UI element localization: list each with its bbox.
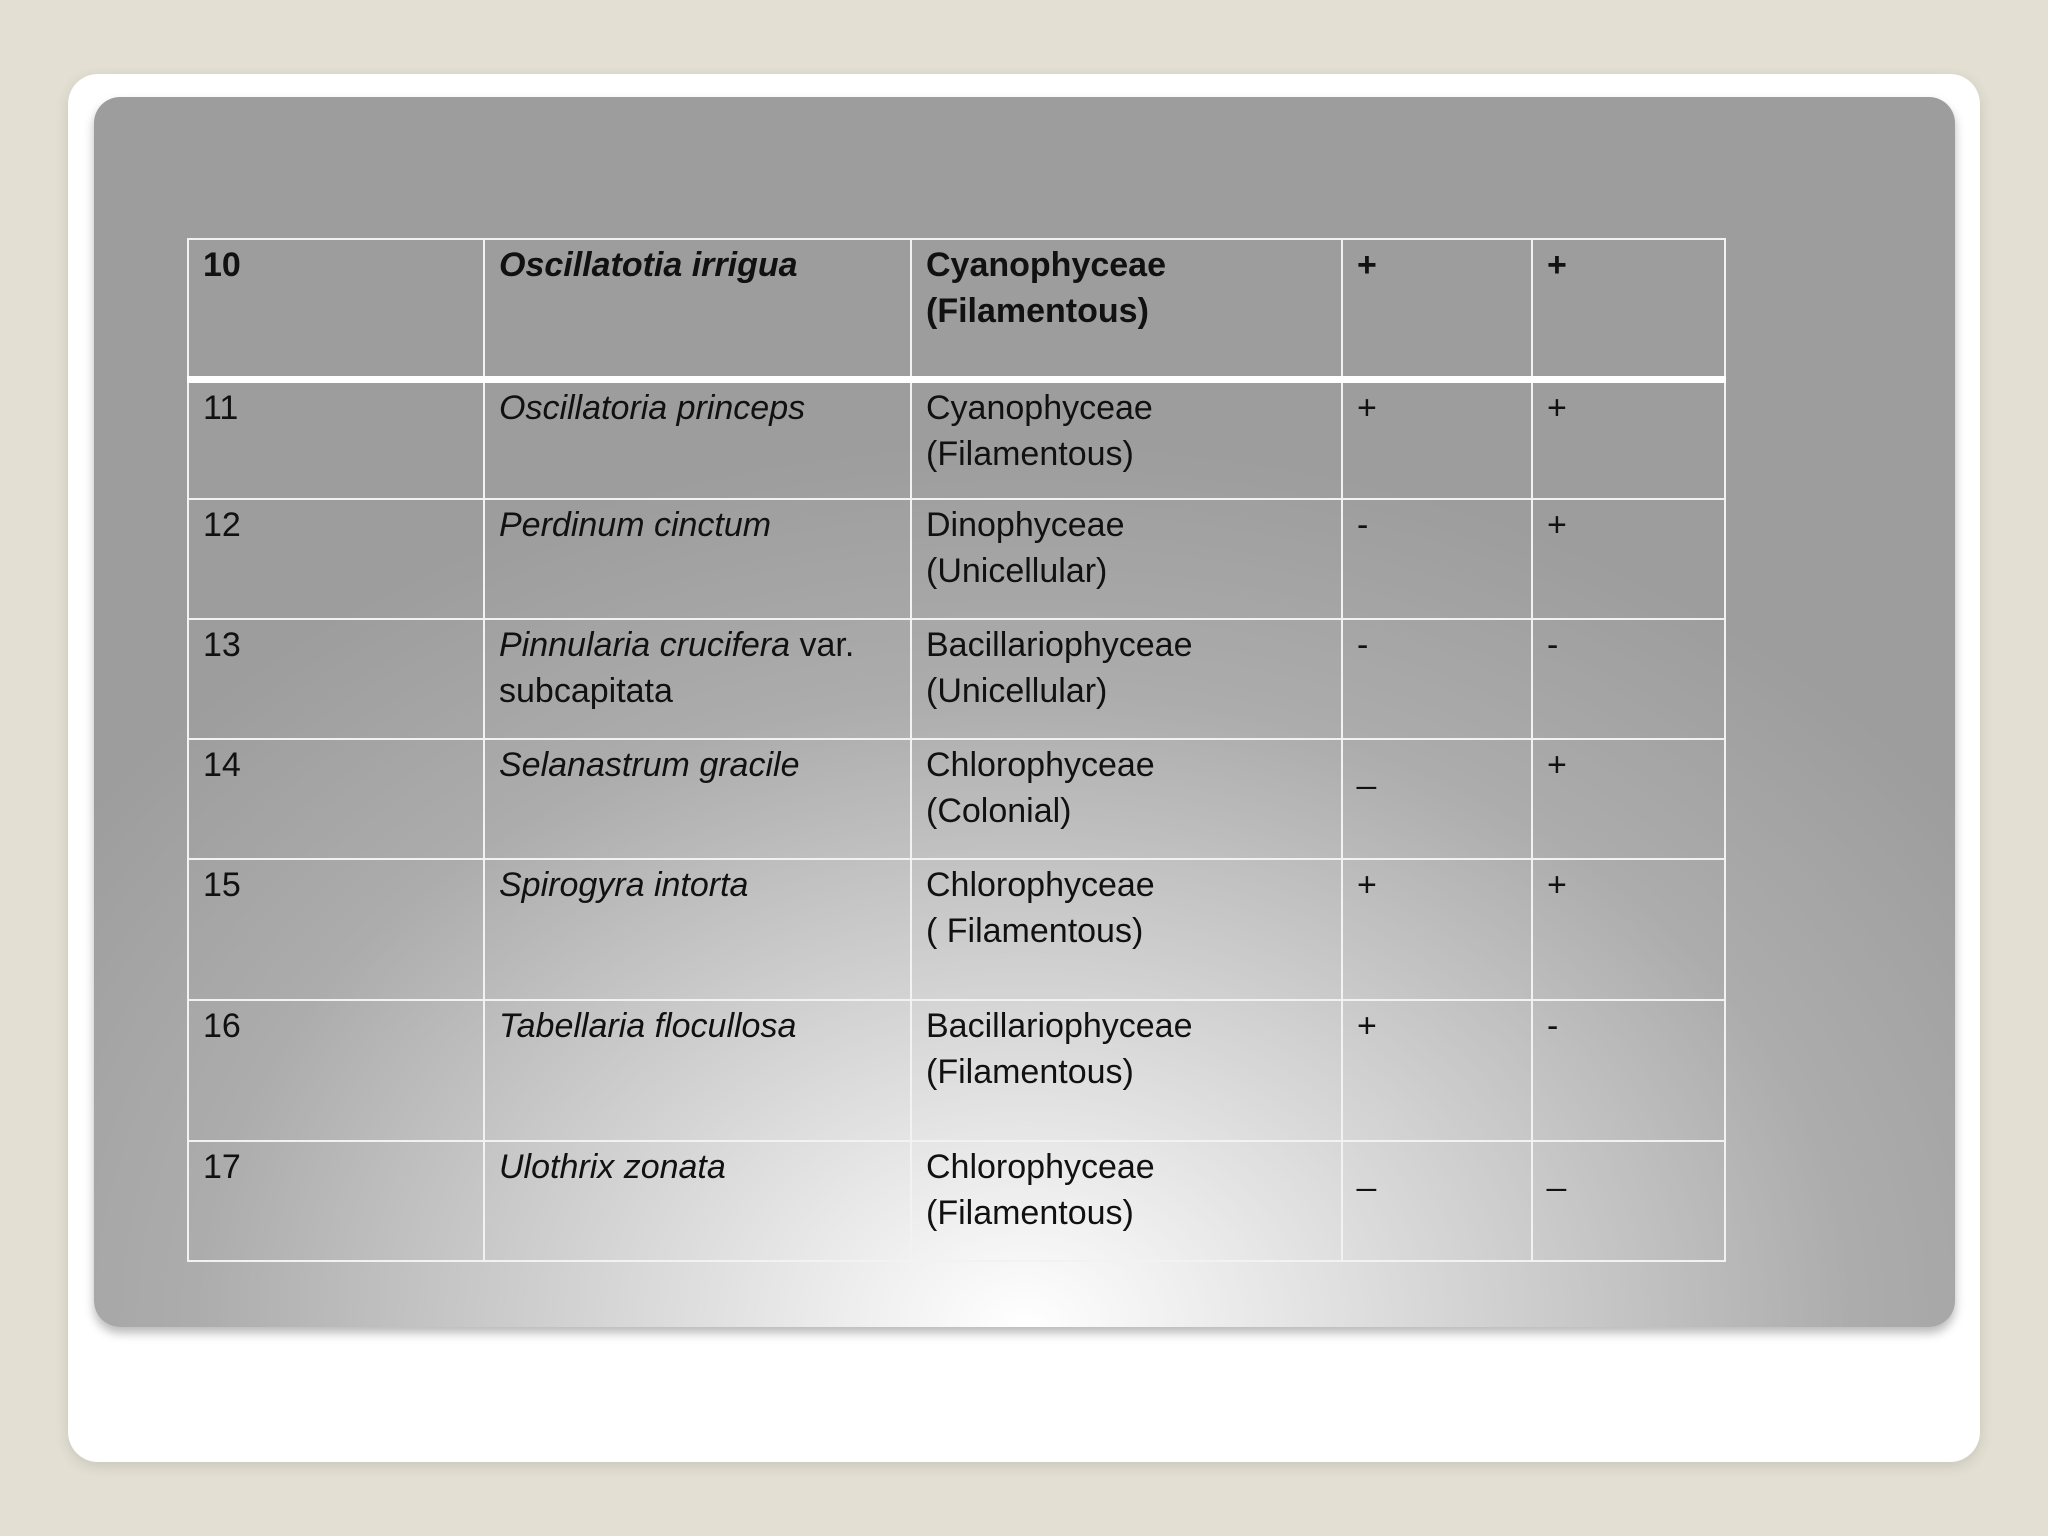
cell-col5: - xyxy=(1532,619,1725,739)
cell-col5: + xyxy=(1532,739,1725,859)
cell-col4: + xyxy=(1342,859,1532,1000)
species-name: Pinnularia crucifera xyxy=(499,626,791,664)
cell-col4: - xyxy=(1342,619,1532,739)
table-row xyxy=(188,499,1725,619)
cell-col5: _ xyxy=(1532,1141,1725,1261)
cell-col4: - xyxy=(1342,499,1532,619)
cell-class: Chlorophyceae (Colonial) xyxy=(911,739,1342,859)
species-variety-label: var. xyxy=(790,626,855,664)
cell-no: 16 xyxy=(188,1000,484,1141)
table-row xyxy=(188,739,1725,859)
species-table-container xyxy=(187,238,1724,1262)
cell-no: 17 xyxy=(188,1141,484,1261)
cell-col5: + xyxy=(1532,379,1725,499)
cell-class: Bacillariophyceae (Filamentous) xyxy=(911,1000,1342,1141)
cell-species: Oscillatoria princeps xyxy=(484,379,911,499)
species-variety-name: subcapitata xyxy=(499,672,673,710)
cell-class: Chlorophyceae (Filamentous) xyxy=(911,1141,1342,1261)
table-row xyxy=(188,619,1725,739)
cell-species: Selanastrum gracile xyxy=(484,739,911,859)
cell-col5: + xyxy=(1532,499,1725,619)
cell-col4: _ xyxy=(1342,1141,1532,1261)
cell-no: 15 xyxy=(188,859,484,1000)
cell-col4: _ xyxy=(1342,739,1532,859)
cell-species: Perdinum cinctum xyxy=(484,499,911,619)
cell-col5: - xyxy=(1532,1000,1725,1141)
cell-no: 14 xyxy=(188,739,484,859)
cell-species xyxy=(484,619,911,739)
cell-no: 12 xyxy=(188,499,484,619)
cell-species: Ulothrix zonata xyxy=(484,1141,911,1261)
cell-species: Spirogyra intorta xyxy=(484,859,911,1000)
cell-col5: + xyxy=(1532,859,1725,1000)
cell-class: Cyanophyceae (Filamentous) xyxy=(911,239,1342,379)
slide-panel xyxy=(94,97,1955,1327)
table-row xyxy=(188,1141,1725,1261)
cell-no: 13 xyxy=(188,619,484,739)
cell-no: 11 xyxy=(188,379,484,499)
cell-species: Tabellaria flocullosa xyxy=(484,1000,911,1141)
cell-class: Cyanophyceae (Filamentous) xyxy=(911,379,1342,499)
cell-class: Bacillariophyceae (Unicellular) xyxy=(911,619,1342,739)
cell-class: Dinophyceae (Unicellular) xyxy=(911,499,1342,619)
cell-no: 10 xyxy=(188,239,484,379)
cell-species: Oscillatotia irrigua xyxy=(484,239,911,379)
cell-col4: + xyxy=(1342,379,1532,499)
cell-col4: + xyxy=(1342,1000,1532,1141)
table-row xyxy=(188,379,1725,499)
cell-col4: + xyxy=(1342,239,1532,379)
cell-class: Chlorophyceae ( Filamentous) xyxy=(911,859,1342,1000)
species-table xyxy=(187,238,1726,1262)
table-header-row xyxy=(188,239,1725,379)
table-row xyxy=(188,859,1725,1000)
cell-col5: + xyxy=(1532,239,1725,379)
table-row xyxy=(188,1000,1725,1141)
